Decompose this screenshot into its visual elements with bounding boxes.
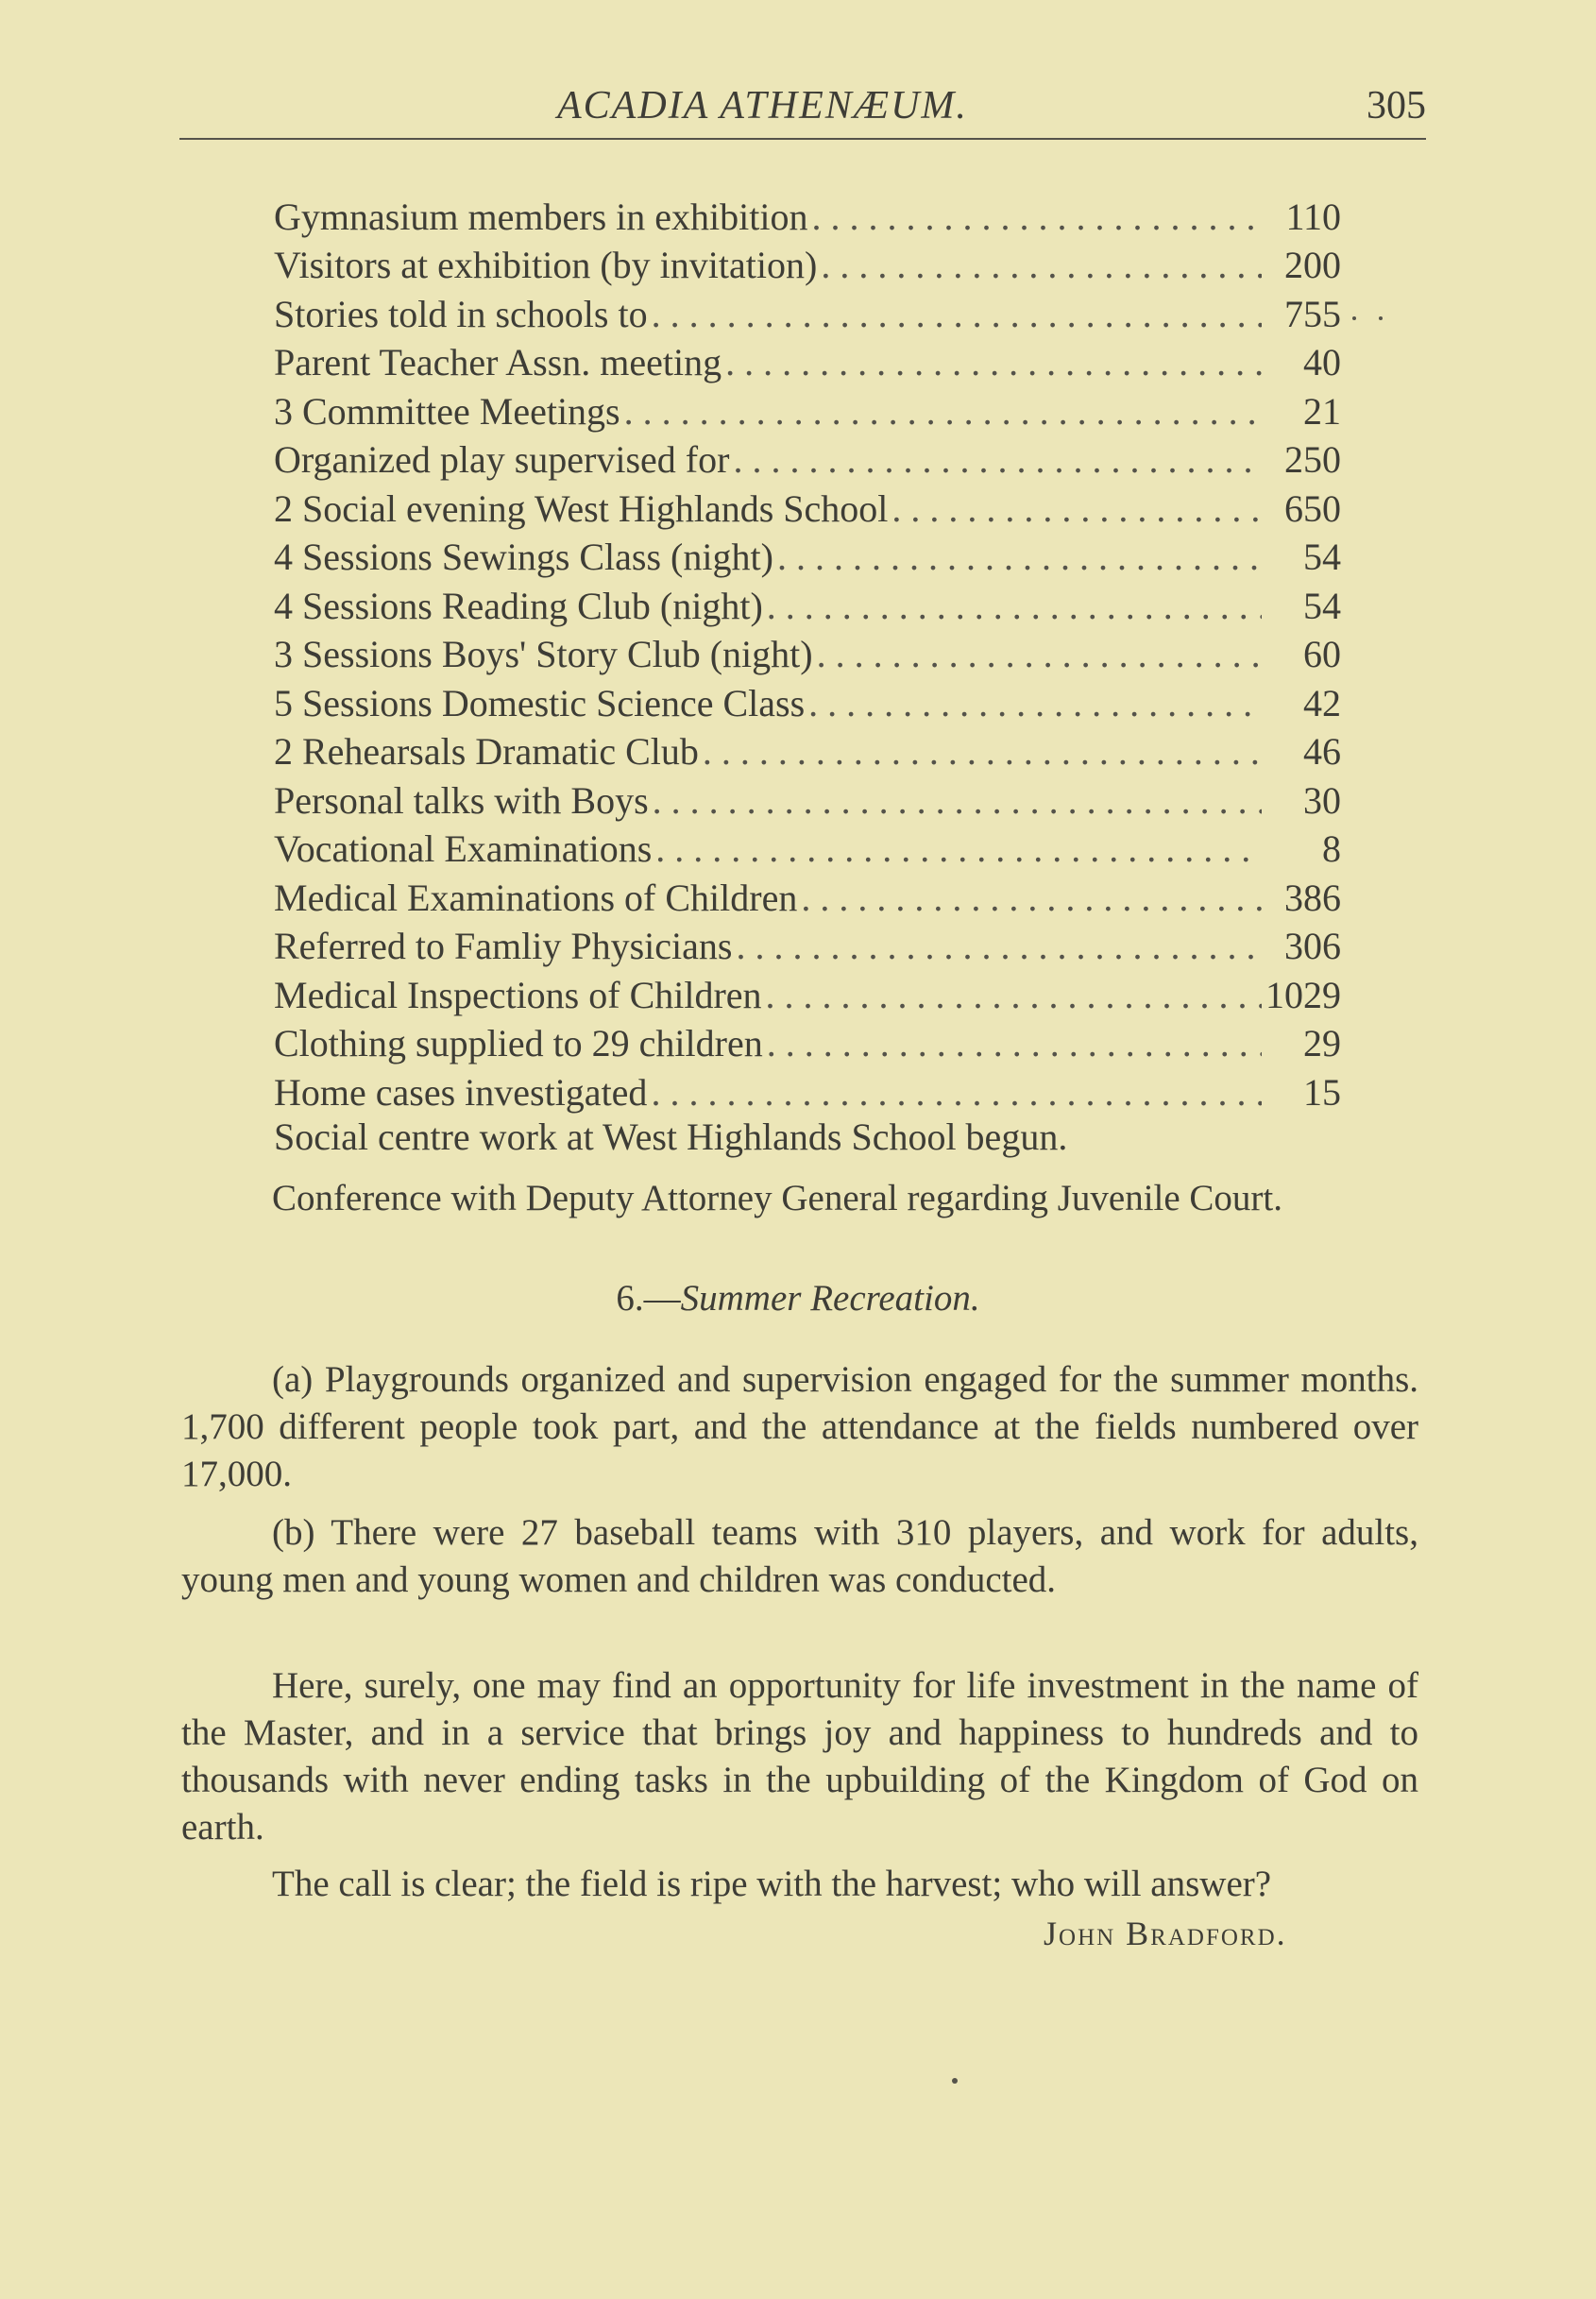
list-item — [274, 433, 1341, 482]
list-item — [274, 967, 1341, 1016]
list-item — [274, 919, 1341, 968]
item-label: Referred to Famliy Physicians — [274, 925, 733, 967]
paper-speck — [952, 2078, 958, 2084]
item-value: 8 — [1322, 827, 1341, 870]
leader-dots — [725, 342, 1262, 383]
item-label: 5 Sessions Domestic Science Class — [274, 681, 806, 724]
item-label: Organized play supervised for — [274, 438, 730, 481]
list-item — [274, 578, 1341, 627]
paragraph-a: (a) Playgrounds organized and supervision engaged for the summer months. 1,700 different people took part, and the attendance at the fields numbered over 17,000. — [181, 1359, 1418, 1494]
paragraph-b: (b) There were 27 baseball teams with 310 players, and work for adults, young men and young women and children was conducted. — [181, 1512, 1418, 1600]
item-value: 306 — [1284, 925, 1341, 967]
item-value: 650 — [1284, 486, 1341, 530]
item-value: 200 — [1284, 244, 1341, 286]
item-label: Stories told in schools to — [274, 292, 648, 335]
leader-dots — [808, 683, 1262, 724]
item-label: Home cases investigated — [274, 1070, 648, 1114]
call-paragraph: The call is clear; the field is ripe with the harvest; who will answer? — [272, 1864, 1272, 1904]
leader-dots — [736, 926, 1262, 967]
item-label: Visitors at exhibition (by invitation) — [274, 244, 818, 286]
item-value: 386 — [1284, 876, 1341, 919]
page-number: 305 — [1367, 84, 1426, 128]
item-value: 21 — [1303, 389, 1341, 433]
leader-dots — [801, 877, 1262, 919]
list-item — [274, 773, 1341, 822]
item-label: Gymnasium members in exhibition — [274, 195, 808, 238]
section-heading — [0, 1277, 1596, 1320]
item-value: 60 — [1303, 633, 1341, 675]
item-label: 2 Rehearsals Dramatic Club — [274, 730, 699, 773]
leader-dots — [812, 196, 1263, 238]
running-title: ACADIA ATHENÆUM. — [557, 84, 968, 128]
item-label: Vocational Examinations — [274, 827, 653, 870]
item-value: 755 — [1284, 292, 1341, 335]
leader-dots — [653, 780, 1262, 822]
item-label: Personal talks with Boys — [274, 778, 649, 822]
statistics-list — [274, 189, 1341, 1114]
closing-paragraph: Here, surely, one may find an opportunity for life investment in the name of the Master, and in a service that brings joy and happiness to hundreds and to thousands with never ending tasks in the upbuilding of the Kingdom of God on earth. — [181, 1665, 1418, 1848]
item-value: 29 — [1303, 1022, 1341, 1064]
list-item — [274, 189, 1341, 238]
item-value: 15 — [1303, 1070, 1341, 1114]
leader-dots — [767, 586, 1262, 627]
list-item — [274, 822, 1341, 871]
item-value: 46 — [1303, 730, 1341, 773]
item-value: 30 — [1303, 778, 1341, 822]
item-label: 4 Sessions Sewings Class (night) — [274, 536, 773, 578]
leader-dots — [766, 975, 1262, 1016]
item-value: 1029 — [1265, 973, 1341, 1016]
list-item — [274, 238, 1341, 287]
paper-speck — [1352, 316, 1356, 320]
item-label: 3 Committee Meetings — [274, 389, 620, 433]
item-label: 2 Social evening West Highlands School — [274, 486, 889, 530]
conference-paragraph: Conference with Deputy Attorney General regarding Juvenile Court. — [272, 1178, 1283, 1218]
leader-dots — [652, 294, 1262, 335]
item-label: 3 Sessions Boys' Story Club (night) — [274, 633, 813, 675]
leader-dots — [651, 1072, 1262, 1114]
leader-dots — [817, 634, 1262, 675]
leader-dots — [624, 391, 1262, 433]
list-item — [274, 1064, 1341, 1114]
leader-dots — [733, 439, 1262, 481]
leader-dots — [703, 731, 1262, 773]
list-item — [274, 1016, 1341, 1065]
leader-dots — [767, 1023, 1262, 1064]
list-item — [274, 627, 1341, 676]
section-title: Summer Recreation. — [680, 1278, 980, 1319]
item-value: 110 — [1285, 195, 1341, 238]
item-label: Clothing supplied to 29 children — [274, 1022, 763, 1064]
item-label: 4 Sessions Reading Club (night) — [274, 584, 763, 627]
list-item — [274, 335, 1341, 384]
leader-dots — [777, 536, 1262, 578]
list-item — [274, 724, 1341, 774]
item-value: 54 — [1303, 584, 1341, 627]
item-value: 54 — [1303, 536, 1341, 578]
list-item — [274, 870, 1341, 919]
item-label: Medical Inspections of Children — [274, 973, 762, 1016]
list-item — [274, 286, 1341, 335]
header-rule — [179, 138, 1426, 140]
social-centre-line: Social centre work at West Highlands School begun. — [274, 1115, 1068, 1158]
author-signature: John Bradford. — [1044, 1915, 1287, 1952]
leader-dots — [891, 488, 1262, 530]
item-value: 250 — [1284, 438, 1341, 481]
page-header — [179, 77, 1426, 144]
item-value: 40 — [1303, 341, 1341, 383]
list-item — [274, 675, 1341, 724]
section-number: 6.— — [616, 1278, 681, 1319]
paper-speck — [1379, 316, 1383, 320]
list-item — [274, 383, 1341, 433]
leader-dots — [655, 828, 1262, 870]
item-label: Medical Examinations of Children — [274, 876, 798, 919]
leader-dots — [821, 245, 1262, 286]
list-item — [274, 481, 1341, 530]
item-value: 42 — [1303, 681, 1341, 724]
list-item — [274, 530, 1341, 579]
item-label: Parent Teacher Assn. meeting — [274, 341, 722, 383]
